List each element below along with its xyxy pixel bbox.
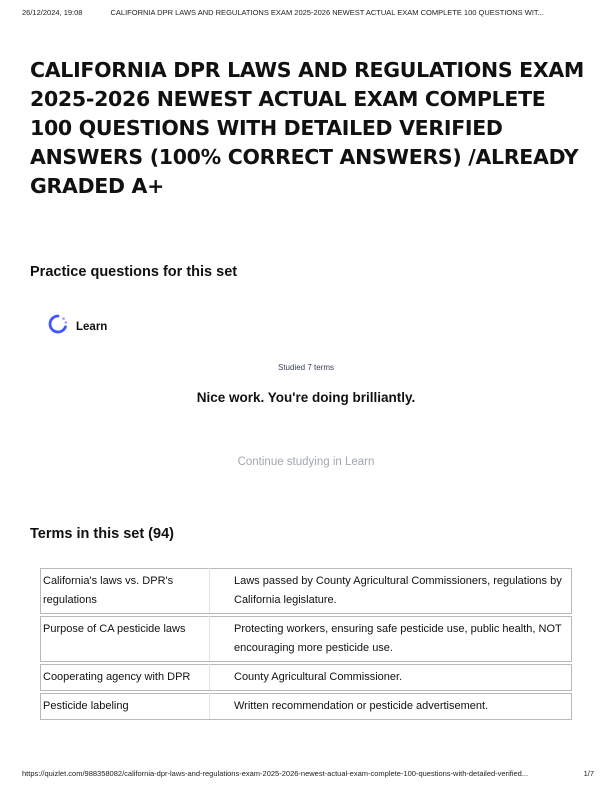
print-header <box>22 8 596 17</box>
term-cell: California's laws vs. DPR's regulations <box>41 569 210 614</box>
definition-cell: Written recommendation or pesticide advertisement. <box>210 694 572 720</box>
page-title: CALIFORNIA DPR LAWS AND REGULATIONS EXAM 2025-2026 NEWEST ACTUAL EXAM COMPLETE 100 QUESTIONS WITH DETAILED VERIFIED ANSWERS (100% CORRECT ANSWERS) /ALREADY GRADED A+ <box>30 58 585 198</box>
table-row <box>41 569 572 614</box>
continue-learn-button[interactable]: Continue studying in Learn <box>237 456 375 468</box>
terms-heading: Terms in this set (94) <box>30 526 174 542</box>
term-cell: Cooperating agency with DPR <box>41 665 210 691</box>
term-cell: Pesticide labeling <box>41 694 210 720</box>
learn-label: Learn <box>76 320 108 333</box>
term-cell: Purpose of CA pesticide laws <box>41 617 210 662</box>
print-footer <box>22 769 594 778</box>
print-datetime: 26/12/2024, 19:08 <box>22 8 83 17</box>
learn-progress-icon <box>48 314 68 339</box>
definition-cell: County Agricultural Commissioner. <box>210 665 572 691</box>
table-row <box>41 665 572 691</box>
print-footer-url: https://quizlet.com/988358082/california-dpr-laws-and-regulations-exam-2025-2026-newest-actual-exam-complete-100-questions-with-detailed-verified... <box>22 769 529 778</box>
table-row <box>41 694 572 720</box>
studied-count: Studied 7 terms <box>277 363 335 372</box>
progress-message: Nice work. You're doing brilliantly. <box>196 390 416 405</box>
page-number: 1/7 <box>583 769 594 778</box>
definition-cell: Protecting workers, ensuring safe pesticide use, public health, NOT encouraging more pesticide use. <box>210 617 572 662</box>
learn-mode-link[interactable] <box>48 314 107 339</box>
terms-table <box>40 568 572 720</box>
table-row <box>41 617 572 662</box>
print-header-title: CALIFORNIA DPR LAWS AND REGULATIONS EXAM 2025-2026 NEWEST ACTUAL EXAM COMPLETE 100 QUESTIONS WIT... <box>110 8 544 17</box>
definition-cell: Laws passed by County Agricultural Commissioners, regulations by California legislature. <box>210 569 572 614</box>
practice-heading: Practice questions for this set <box>30 264 238 280</box>
